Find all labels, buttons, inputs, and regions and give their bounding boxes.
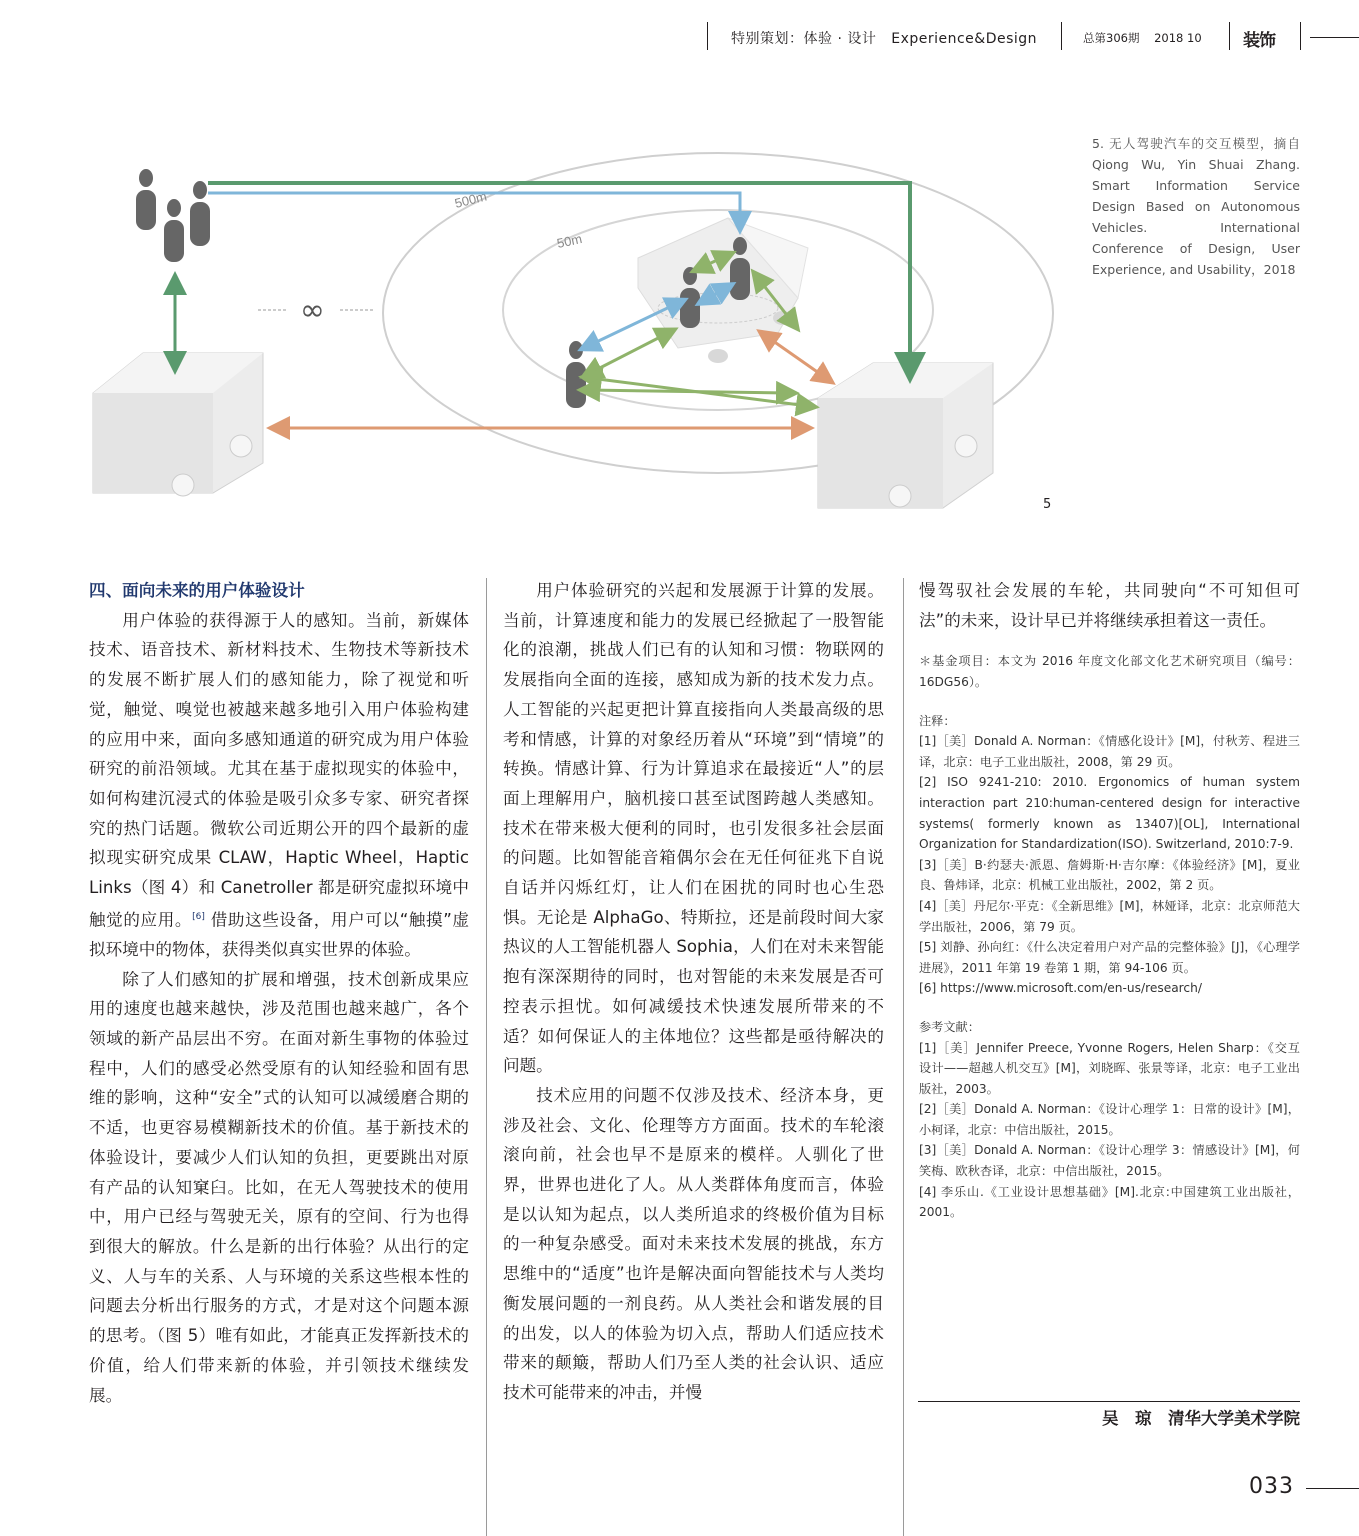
- header-issue: [1083, 30, 1202, 46]
- distance-label-outer: 500m: [453, 188, 489, 211]
- col2-paragraph-2: 技术应用的问题不仅涉及技术、经济本身，更涉及社会、文化、伦理等方方面面。技术的车轮滚滚向前，社会也早不是原来的模样。人驯化了世界，世界也进化了人。从人类群体角度而言，体验是以认知为起点，以人类所追求的终极价值为目标的一种复杂感受。面对未来技术发展的挑战，东方思维中的“适度”也许是解决面向智能技术与人类均衡发展问题的一剂良药。从人类社会和谐发展的目的出发，以人的体验为切入点，帮助人们适应技术带来的颠簸，帮助人们乃至人类的社会认识、适应技术可能带来的冲击，并慢: [503, 1085, 884, 1402]
- header-right-bar: [1229, 22, 1230, 50]
- section-title: 四、面向未来的用户体验设计: [89, 581, 305, 600]
- column-1: [89, 576, 469, 1410]
- header-left-bar: [707, 22, 708, 50]
- page-number: 033: [1249, 1474, 1294, 1499]
- right-vehicle: [818, 363, 993, 508]
- author-affiliation: 吴 琼 清华大学美术学院: [1102, 1409, 1300, 1428]
- col3-paragraph: 慢驾驭社会发展的车轮，共同驶向“不可知但可法”的未来，设计早已并将继续承担着这一责任。: [919, 581, 1300, 630]
- arrow-pod-car-orange: [766, 336, 826, 378]
- figure-number: 5: [1043, 497, 1052, 512]
- column-divider-2: [903, 578, 904, 1536]
- header-section-en: Experience&Design: [891, 31, 1038, 47]
- reference-item: [4] 李乐山.《工业设计思想基础》[M].北京:中国建筑工业出版社，2001。: [919, 1184, 1300, 1220]
- infinity-symbol: ∞: [300, 293, 325, 328]
- note-item: [4]［美］丹尼尔·平克：《全新思维》[M]，林娅译，北京：北京师范大学出版社，2006，第 79 页。: [919, 898, 1300, 934]
- arrow-person-car-green: [588, 390, 788, 393]
- header-mid-bar: [1061, 22, 1062, 50]
- note-item: [3]［美］B·约瑟夫·派恩、詹姆斯·H·吉尔摩：《体验经济》[M]，夏业良、鲁炜译，北京：机械工业出版社，2002，第 2 页。: [919, 857, 1300, 893]
- magazine-brand: 装饰: [1243, 31, 1275, 51]
- col1-paragraph-1: [89, 606, 469, 965]
- author-rule: [918, 1401, 1300, 1402]
- reference-item: [1]［美］Jennifer Preece, Yvonne Rogers, Helen Sharp：《交互设计——超越人机交互》[M]，刘晓晖、张景等译，北京：电子工业出版社，2003。: [919, 1040, 1300, 1096]
- reference-item: [3]［美］Donald A. Norman：《设计心理学 3：情感设计》[M]，何笑梅、欧秋杏译，北京：中信出版社，2015。: [919, 1143, 1300, 1179]
- col1-p1-text: 用户体验的获得源于人的感知。当前，新媒体技术、语音技术、新材料技术、生物技术等新技术的发展不断扩展人们的感知能力，除了视觉和听觉，触觉、嗅觉也被越来越多地引入用户体验构建的应用中来，面向多感知通道的研究成为用户体验研究的前沿领域。尤其在基于虚拟现实的体验中，如何构建沉浸式的体验是吸引众多专家、研究者探究的热门话题。微软公司近期公开的四个最新的虚拟现实研究成果 CLAW，Haptic Wheel，Haptic Links（图 4）和 Canetroller 都是研究虚拟环境中触觉的应用。: [89, 610, 469, 930]
- note-item: [1]［美］Donald A. Norman：《情感化设计》[M]，付秋芳、程进三译，北京：电子工业出版社，2008，第 29 页。: [919, 734, 1300, 769]
- note-item: [2] ISO 9241-210: 2010. Ergonomics of human system interaction part 210:human-centered design for interactive systems( formerly known as 13407)[OL], International Organization for Standardization(ISO). Switzerland, 2010:7-9.: [919, 775, 1300, 852]
- column-divider-1: [486, 578, 487, 1536]
- note-item: [5] 刘静、孙向红：《什么决定着用户对产品的完整体验》[J]，《心理学进展》，2011 年第 19 卷第 1 期，第 94-106 页。: [919, 940, 1300, 975]
- footnote-ref-6[interactable]: [6]: [192, 911, 205, 922]
- distance-label-inner: 50m: [555, 231, 584, 251]
- note-item[interactable]: [6] https://www.microsoft.com/en-us/research/: [919, 981, 1202, 996]
- issue-date: 2018 10: [1154, 31, 1202, 45]
- arrow-people-to-right-car: [208, 183, 910, 368]
- issue-number: 总第306期: [1083, 31, 1140, 45]
- fund-note: ＊基金项目：本文为 2016 年度文化部文化艺术研究项目（编号：16DG56）。: [919, 654, 1300, 689]
- column-2: [503, 576, 884, 1408]
- col1-p1-text-cont: 借助这些设备，用户可以“触摸”虚拟环境中的物体，获得类似真实世界的体验。: [89, 910, 470, 959]
- col1-paragraph-2: 除了人们感知的扩展和增强，技术创新成果应用的速度也越来越快，涉及范围也越来越广，各个领域的新产品层出不穷。在面对新生事物的体验过程中，人们的感受必然受原有的认知经验和固有思维的影响，这种“安全”式的认知可以减缓磨合期的不适，也更容易模糊新技术的价值。基于新技术的体验设计，要减少人们认知的负担，更要跳出对原有产品的认知窠臼。比如，在无人驾驶技术的使用中，用户已经与驾驶无关，原有的空间、行为也得到很大的解放。什么是新的出行体验？从出行的定义、人与车的关系、人与环境的关系这些根本性的问题去分析出行服务的方式，才是对这个问题本源的思考。（图 5）唯有如此，才能真正发挥新技术的价值，给人们带来新的体验，并引领技术继续发展。: [89, 969, 469, 1405]
- header-section: [731, 28, 1037, 48]
- notes-block: [919, 651, 1300, 1222]
- autonomous-vehicle-interaction-diagram: [88, 128, 1068, 528]
- header-brand-bar: [1300, 22, 1301, 50]
- figure-caption: 5. 无人驾驶汽车的交互模型，摘自 Qiong Wu, Yin Shuai Zhang. Smart Information Service Design Based on Autonomous Vehicles. International Conference of Design, User Experience, and Usability，2018: [1092, 136, 1300, 277]
- notes-title: 注释：: [919, 713, 956, 728]
- header-section-cn: 特别策划：体验 · 设计: [731, 31, 877, 47]
- header-rule: [1310, 37, 1359, 38]
- references-title: 参考文献：: [919, 1019, 980, 1034]
- people-group: [136, 169, 210, 262]
- left-vehicle: [93, 353, 263, 496]
- column-3: [919, 576, 1300, 1223]
- reference-item: [2]［美］Donald A. Norman：《设计心理学 1：日常的设计》[M]，小柯译，北京：中信出版社，2015。: [919, 1102, 1300, 1137]
- col2-paragraph-1: 用户体验研究的兴起和发展源于计算的发展。当前，计算速度和能力的发展已经掀起了一股智能化的浪潮，挑战人们已有的认知和习惯：物联网的发展指向全面的连接，感知成为新的技术发力点。人工智能的兴起更把计算直接指向人类最高级的思考和情感，计算的对象经历着从“环境”到“情境”的转换。情感计算、行为计算追求在最接近“人”的层面上理解用户，脑机接口甚至试图跨越人类感知。技术在带来极大便利的同时，也引发很多社会层面的问题。比如智能音箱偶尔会在无任何征兆下自说自话并闪烁红灯，让人们在困扰的同时也心生恐惧。无论是 AlphaGo、特斯拉，还是前段时间大家热议的人工智能机器人 Sophia，人们在对未来智能抱有深深期待的同时，也对智能的未来发展是否可控表示担忧。如何减缓技术快速发展所带来的不适？如何保证人的主体地位？这些都是亟待解决的问题。: [503, 581, 884, 1076]
- page-number-rule: [1306, 1488, 1359, 1489]
